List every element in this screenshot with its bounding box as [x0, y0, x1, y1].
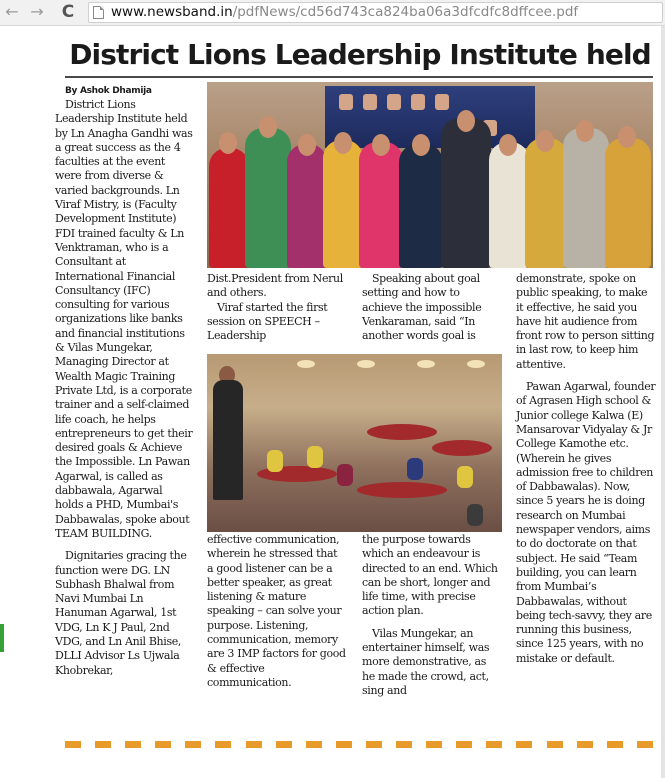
- rule-segment: [607, 741, 623, 748]
- paragraph: Dist.President from Nerul and others.: [207, 272, 343, 300]
- headline-rule: [65, 76, 653, 78]
- byline: By Ashok Dhamija: [65, 86, 152, 96]
- paragraph: Dignitaries gracing the function were DG. LN Subhash Bhalwal from Navi Mumbai Ln Hanuman Agarwal, 1st VDG, Ln K J Paul, 2nd VDG, and Ln Anil Bhise, DLLI Advisor Ls Ujwala Khobrekar,: [55, 549, 187, 677]
- column-2-top: [207, 272, 346, 343]
- rule-segment: [637, 741, 653, 748]
- column-2-bottom: [207, 533, 346, 690]
- back-arrow-icon[interactable]: ←: [5, 2, 19, 21]
- group-photo: [207, 82, 653, 268]
- paragraph: demonstrate, spoke on public speaking, to make it effective, he said you have hit audience from front row to person sitting in last row, to keep him attentive.: [516, 272, 655, 371]
- rule-segment: [366, 741, 382, 748]
- browser-toolbar: [0, 0, 665, 26]
- column-3-top: [362, 272, 502, 343]
- rule-segment: [65, 741, 81, 748]
- paragraph: the purpose towards which an endeavour is directed to an end. Which can be short, longer and life time, with precise action plan.: [362, 533, 498, 618]
- column-1: [55, 84, 193, 678]
- rule-segment: [456, 741, 472, 748]
- rule-segment: [125, 741, 141, 748]
- rule-segment: [185, 741, 201, 748]
- column-3-bottom: [362, 533, 502, 698]
- rule-segment: [246, 741, 262, 748]
- rule-segment: [336, 741, 352, 748]
- rule-segment: [547, 741, 563, 748]
- paragraph: Speaking about goal setting and how to achieve the impossible Venkaraman, said “In another words goal is: [362, 272, 482, 343]
- rule-segment: [155, 741, 171, 748]
- paragraph: Pawan Agarwal, founder of Agrasen High school & Junior college Kalwa (E) Mansarovar Vidyalay & Jr College Kamothe etc. (Wherein he gives admission free to children of Dabbawalas). Now, since 5 years he is doing research on Mumbai newspaper vendors, aims to do doctorate on that subject. He said “Team building, you can learn from Mumbai’s Dabbawalas, without being tech-savvy, they are running this business, since 125 years, with no mistake or default.: [516, 380, 656, 665]
- audience-photo: [207, 354, 502, 532]
- paragraph: effective communication, wherein he stressed that a good listener can be a better speaker, as great listening & mature speaking – can solve your purpose. Listening, communication, memory are 3 IMP factors for good & effective communication.: [207, 533, 346, 689]
- paragraph: Viraf started the first session on SPEECH – Leadership: [207, 300, 328, 343]
- bottom-rule: [65, 741, 653, 748]
- url-text[interactable]: [111, 4, 578, 20]
- rule-segment: [396, 741, 412, 748]
- column-4: [516, 272, 656, 666]
- rule-segment: [215, 741, 231, 748]
- url-path: /pdfNews/cd56d743ca824ba06a3dfcdfc8dffcee.pdf: [232, 4, 579, 20]
- rule-segment: [276, 741, 292, 748]
- forward-arrow-icon[interactable]: →: [30, 2, 44, 21]
- url-host: www.newsband.in: [111, 4, 233, 20]
- scrollbar[interactable]: [661, 26, 665, 778]
- paragraph: District Lions Leadership Institute held by Ln Anagha Gandhi was a great success as the 4 faculties at the event were from diverse & varied backgrounds. Ln Viraf Mistry, is (Faculty Development Institute) FDI trained faculty & Ln Venktraman, who is a Consultant at International Financial Consultancy (IFC) consulting for various organizations like banks and financial institutions & Vilas Mungekar, Managing Director at Wealth Magic Training Private Ltd, is a corporate trainer and a self-claimed life coach, he helps entrepreneurs to get their desired goals & Achieve the Impossible. Ln Pawan Agarwal, is called as dabbawala, Agarwal holds a PHD, Mumbai's Dabbawalas, spoke about TEAM BUILDING.: [55, 98, 193, 540]
- reload-icon[interactable]: C: [61, 2, 75, 22]
- rule-segment: [426, 741, 442, 748]
- rule-segment: [577, 741, 593, 748]
- paragraph: Vilas Mungekar, an entertainer himself, was more demonstrative, as he made the crowd, act, sing and: [362, 626, 490, 697]
- headline: District Lions Leadership Institute held: [69, 38, 651, 71]
- rule-segment: [306, 741, 322, 748]
- rule-segment: [95, 741, 111, 748]
- rule-segment: [516, 741, 532, 748]
- page-icon: [93, 6, 104, 19]
- address-bar[interactable]: [88, 2, 663, 23]
- newspaper-page: [55, 26, 661, 778]
- side-tab[interactable]: [0, 624, 4, 652]
- rule-segment: [486, 741, 502, 748]
